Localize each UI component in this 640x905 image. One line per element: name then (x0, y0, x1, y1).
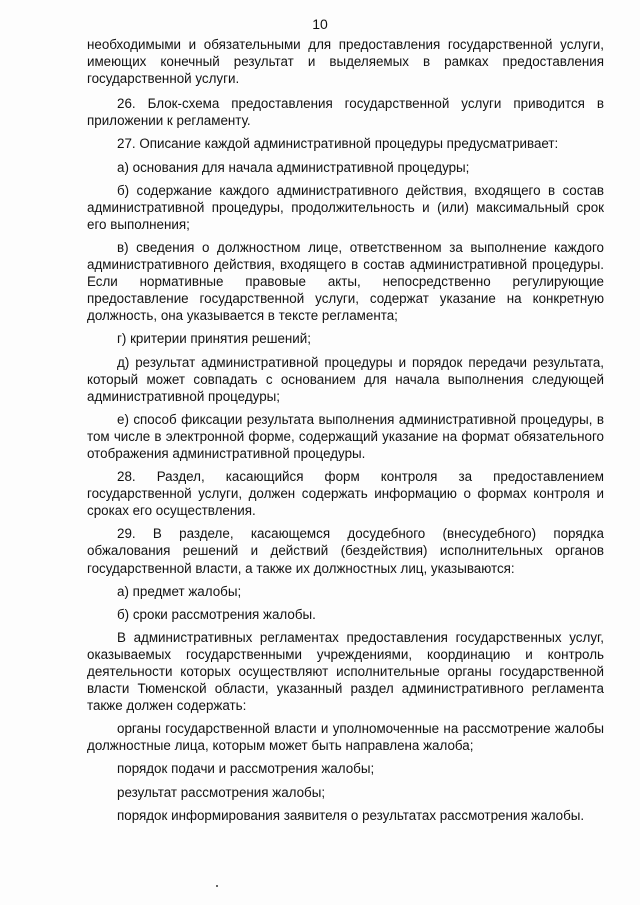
paragraph-27-v: в) сведения о должностном лице, ответственном за выполнение каждого административного действия, входящего в состав административной процедуры. Если нормативные правовые акты, непосредственно регулирующие предоставление государственной услуги, содержат указание на конкретную должность, она указывается в тексте регламента; (87, 239, 604, 324)
paragraph-27-e: е) способ фиксации результата выполнения административной процедуры, в том числе в электронной форме, содержащий указание на формат обязательного отображения административной процедуры. (87, 411, 604, 461)
paragraph-29: 29. В разделе, касающемся досудебного (внесудебного) порядка обжалования решений и действий (бездействия) исполнительных органов государственной власти, а также их должностных лиц, указываются: (87, 526, 604, 576)
paragraph-27-b: б) содержание каждого административного действия, входящего в состав административной процедуры, продолжительность и (или) максимальный срок его выполнения; (87, 182, 604, 232)
paragraph-29-b: б) сроки рассмотрения жалобы. (117, 606, 316, 622)
paragraph-authorities: органы государственной власти и уполномоченные на рассмотрение жалобы должностные лица, которым может быть направлена жалоба; (87, 721, 604, 754)
paragraph-filing-procedure: порядок подачи и рассмотрения жалобы; (117, 761, 375, 777)
paragraph-27-a: а) основания для начала административной процедуры; (117, 159, 470, 175)
paragraph-27: 27. Описание каждой административной процедуры предусматривает: (117, 136, 559, 152)
paragraph-26: 26. Блок-схема предоставления государственной услуги приводится в приложении к регламенту. (87, 96, 604, 129)
paragraph-27-d: д) результат административной процедуры и порядок передачи результата, который может совпадать с основанием для начала выполнения следующей административной процедуры; (87, 354, 604, 404)
paragraph-29-a: а) предмет жалобы; (117, 583, 242, 599)
paragraph-informing: порядок информирования заявителя о результатах рассмотрения жалобы. (117, 807, 585, 823)
paragraph-27-g: г) критерии принятия решений; (117, 331, 311, 347)
paragraph-continuation: необходимыми и обязательными для предоставления государственной услуги, имеющих конечный результат и выделяемых в рамках предоставления государственной услуги. (87, 37, 604, 87)
scan-speck (216, 885, 218, 887)
paragraph-result: результат рассмотрения жалобы; (117, 784, 326, 800)
document-body (87, 36, 604, 830)
page-number: 10 (312, 16, 328, 32)
paragraph-28: 28. Раздел, касающийся форм контроля за предоставлением государственной услуги, должен содержать информацию о формах контроля и сроках его осуществления. (87, 469, 604, 519)
paragraph-regulations: В административных регламентах предоставления государственных услуг, оказываемых государственными учреждениями, координацию и контроль деятельности которых осуществляют исполнительные органы государственной власти Тюменской области, указанный раздел административного регламента также должен содержать: (87, 629, 604, 714)
